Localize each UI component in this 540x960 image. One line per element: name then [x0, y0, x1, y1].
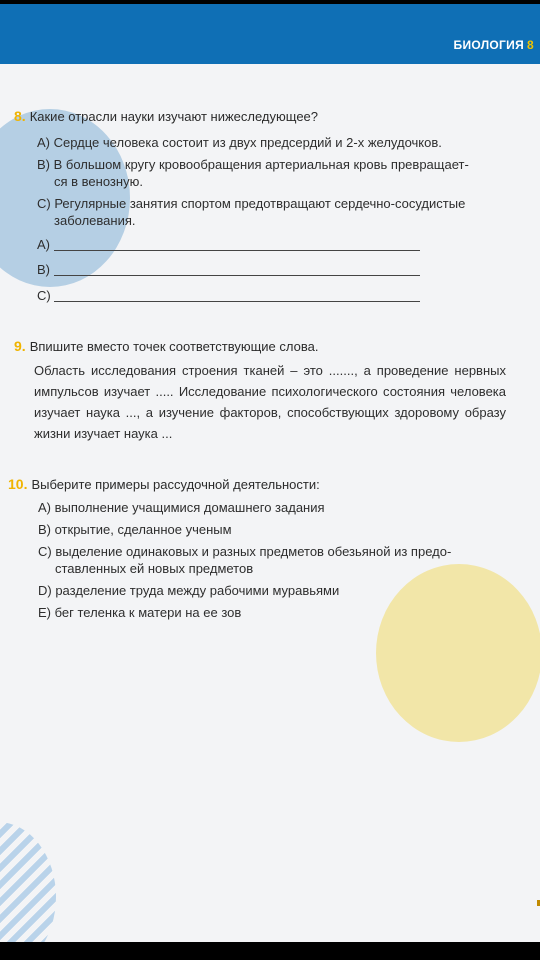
question-8-option-b-cont: ся в венозную. — [54, 174, 143, 189]
question-8-number: 8. — [14, 108, 26, 124]
question-10-text: Выберите примеры рассудочной деятельности: — [31, 477, 320, 492]
answer-c-line[interactable] — [54, 300, 420, 302]
answer-a-label: A) — [37, 237, 50, 252]
question-8-heading — [14, 108, 318, 124]
subject-label: БИОЛОГИЯ — [453, 38, 525, 52]
subject-title — [454, 38, 534, 52]
grade-fragment: 8 — [527, 38, 534, 52]
question-8-option-c-cont: заболевания. — [54, 213, 136, 228]
question-8-option-a: A) Сердце человека состоит из двух предсердий и 2-х желудочков. — [37, 135, 442, 150]
page-header — [0, 4, 540, 64]
question-10-option-c-cont: ставленных ей новых предметов — [55, 561, 254, 576]
question-8-option-c: C) Регулярные занятия спортом предотвращают сердечно-сосудистые — [37, 196, 466, 211]
question-9-paragraph: Область исследования строения тканей – это ......., а проведение нервных импульсов изучает ..... Исследование психологического состояния человека изучает наука ..., а изучение факторов, способствующих здоровому образу жизни изучает наука ... — [34, 363, 506, 441]
question-10-heading — [8, 476, 320, 492]
question-10-option-c: C) выделение одинаковых и разных предметов обезьяной из предо- — [38, 544, 452, 559]
answer-a-line[interactable] — [54, 249, 420, 251]
answer-c-label: C) — [37, 288, 51, 303]
answer-b-label: B) — [37, 262, 50, 277]
question-10-option-a: A) выполнение учащимися домашнего задания — [38, 500, 325, 515]
answer-b-line[interactable] — [54, 274, 420, 276]
question-9-number: 9. — [14, 338, 26, 354]
textbook-page — [0, 4, 540, 942]
decorative-yellow-circle — [376, 564, 540, 742]
question-8-option-b: B) В большом кругу кровообращения артериальная кровь превращает- — [37, 157, 469, 172]
decorative-striped-circle — [0, 822, 56, 942]
question-9-text: Впишите вместо точек соответствующие слова. — [29, 339, 319, 354]
question-10-option-b: B) открытие, сделанное ученым — [38, 522, 232, 537]
question-10-option-e: E) бег теленка к матери на ее зов — [38, 605, 242, 620]
question-8-text: Какие отрасли науки изучают нижеследующее? — [29, 109, 319, 124]
question-10-option-d: D) разделение труда между рабочими муравьями — [38, 583, 340, 598]
question-9-heading — [14, 338, 318, 354]
question-10-number: 10. — [8, 476, 28, 492]
